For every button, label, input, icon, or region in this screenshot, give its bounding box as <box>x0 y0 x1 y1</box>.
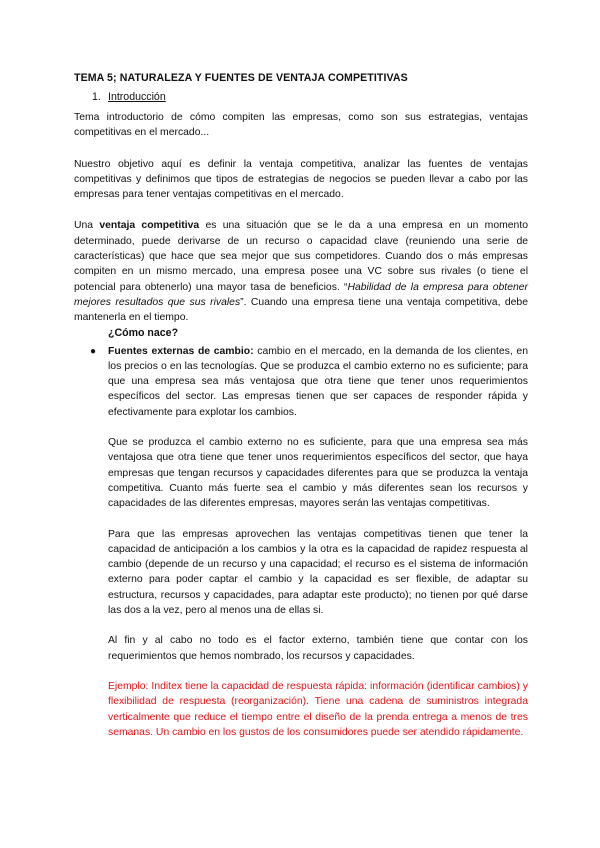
objective-paragraph: Nuestro objetivo aquí es definir la ventaja competitiva, analizar las fuentes de ventajas competitivas y definimos que tipos de estrategias de negocios se pueden llevar a cabo por las empresas para tener ventajas competitivas en el mercado. <box>74 158 528 201</box>
example-paragraph: Ejemplo: Inditex tiene la capacidad de respuesta rápida: información (identificar cambios) y flexibilidad de respuesta (reorganización). Tiene una cadena de suministros integrada verticalmente que reduce el tiempo entre el diseño de la prenda entrega a menos de tres semanas. Un cambio en los gustos de los consumidores puede ser atendido rápidamente. <box>108 680 528 738</box>
section-heading <box>74 91 528 104</box>
bullet-icon: ● <box>90 345 97 357</box>
document-title: TEMA 5; NATURALEZA Y FUENTES DE VENTAJA COMPETITIVAS <box>74 72 408 84</box>
section-number: 1. <box>92 91 101 103</box>
external-change-paragraph: Que se produzca el cambio externo no es suficiente, para que una empresa sea más ventajosa que otra tiene que tener unos requerimientos específicos del sector, que haya empresas que tengan recursos y capacidades diferentes para que se produzca la ventaja competitiva. Cuanto más fuerte sea el cambio y más diferentes sean los recursos y capacidades de las diferentes empresas, mayores serán las ventajas competitivas. <box>108 437 528 510</box>
section-label: Introducción <box>108 91 166 103</box>
bullet-paragraph <box>108 344 528 420</box>
capacity-paragraph: Para que las empresas aprovechen las ventajas competitivas tienen que tener la capacidad de anticipación a los cambios y la otra es la capacidad de rapidez respuesta al cambio (depende de un recurso y una capacidad; el recurso es el sistema de información externo para poder captar el cambio y la capacidad es ser flexible, de adaptar su estructura, recursos y capacidades, para adaptar este producto); no tienen por qué darse las dos a la vez, pero al menos una de ellas si. <box>108 528 528 617</box>
intro-paragraph: Tema introductorio de cómo compiten las empresas, como son sus estrategias, ventajas competitivas en el mercado... <box>74 112 528 139</box>
subheading: ¿Cómo nace? <box>108 326 179 339</box>
definition-post: ”. Cuando una empresa tiene una ventaja competitiva, debe mantenerla en el tiempo. <box>74 296 528 324</box>
closing-paragraph: Al fin y al cabo no todo es el factor externo, también tiene que contar con los requerimientos que hemos nombrado, los recursos y capacidades. <box>108 635 528 662</box>
bullet-term: Fuentes externas de cambio: <box>108 345 254 357</box>
definition-paragraph <box>74 218 528 325</box>
bullet-text: cambio en el mercado, en la demanda de los clientes, en los precios o en las tecnologías. Que se produzca el cambio externo no es suficiente; para que una empresa sea más ventajosa que otra tiene que tener unos requerimientos específicos del sector. Las empresas tienen que ser capaces de responder rápida y efectivamente para explotar los cambios. <box>108 345 528 418</box>
bullet-item <box>74 344 528 420</box>
definition-body: es una situación que se le da a una empresa en un momento determinado, puede derivarse de un recurso o capacidad clave (reuniendo una serie de características) que hace que sea mejor que sus competidores. Cuando dos o más empresas compiten en un mismo mercado, una empresa posee una VC sobre sus rivales (o tiene el potencial para obtenerlo) una mayor tasa de beneficios. “ <box>74 220 528 293</box>
definition-pre: Una <box>74 220 100 232</box>
definition-quote: Habilidad de la empresa para obtener mejores resultados que sus rivales <box>74 281 528 308</box>
definition-term: ventaja competitiva <box>99 220 200 232</box>
